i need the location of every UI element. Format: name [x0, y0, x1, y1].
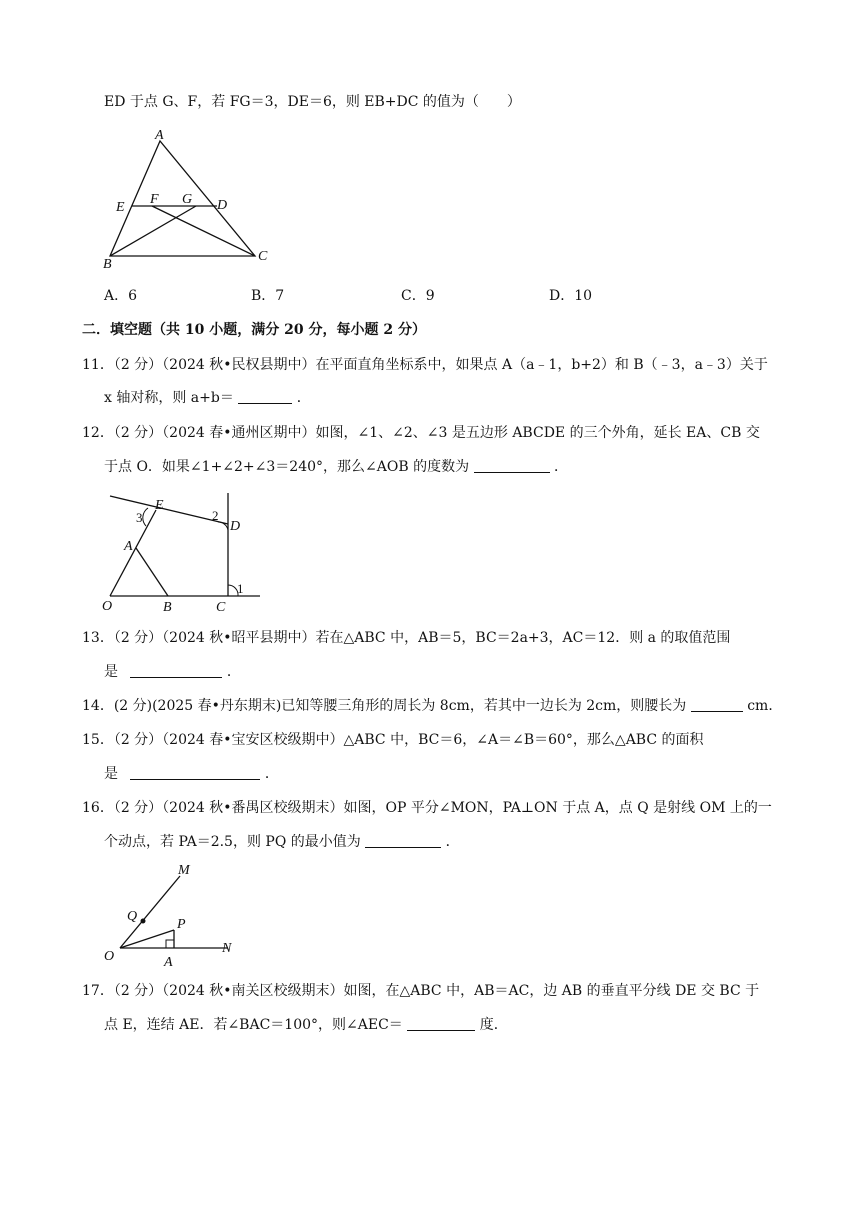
q16-figure: [100, 860, 250, 970]
q16-label-o: O: [104, 949, 115, 964]
q16-label-q: Q: [127, 909, 138, 924]
q10-label-b: B: [103, 257, 112, 272]
q12-label-b: B: [163, 600, 172, 615]
q10-label-g: G: [182, 192, 193, 207]
q16-line1: 16．（2 分）（2024 秋•番禺区校级期末）如图，OP 平分∠MON，PA⊥ON 于点 A，点 Q 是射线 OM 上的一: [82, 800, 772, 816]
q17-line2-end: 度．: [479, 1017, 508, 1033]
q14-unit: cm．: [747, 698, 783, 714]
q10-stem: ED 于点 G、F，若 FG＝3，DE＝6，则 EB+DC 的值为（ ）: [104, 94, 521, 110]
q16-line2-end: ．: [445, 834, 460, 850]
q11-line2-text: x 轴对称，则 a+b＝: [104, 390, 234, 406]
q11-line2-end: ．: [296, 390, 311, 406]
q15-line2-text: 是: [104, 766, 118, 782]
q12-answer-blank[interactable]: [474, 458, 550, 473]
q12-label-c: C: [216, 600, 226, 615]
q11-line1: 11．（2 分）（2024 秋•民权县期中）在平面直角坐标系中，如果点 A（a﹣1，b+2）和 B（﹣3，a﹣3）关于: [82, 357, 768, 373]
section-heading: 二．填空题（共 10 小题，满分 20 分，每小题 2 分）: [82, 322, 426, 338]
q13-line2: [104, 662, 241, 682]
q10-label-f: F: [150, 192, 159, 207]
q10-option-a[interactable]: A．6: [104, 288, 138, 304]
q14-answer-blank[interactable]: [691, 697, 743, 712]
q10-label-e: E: [116, 200, 125, 215]
q12-line2: [104, 457, 568, 477]
q16-answer-blank[interactable]: [365, 833, 441, 848]
q16-line2: [104, 832, 460, 852]
q12-line2-text: 于点 O．如果∠1+∠2+∠3＝240°，那么∠AOB 的度数为: [104, 459, 470, 475]
q10-option-b[interactable]: B．7: [251, 288, 285, 304]
q16-label-m: M: [178, 863, 190, 878]
q17-line2: [104, 1015, 508, 1035]
q12-line1: 12．（2 分）（2024 春•通州区期中）如图，∠1、∠2、∠3 是五边形 ABCDE 的三个外角，延长 EA、CB 交: [82, 425, 760, 441]
q11-line2: [104, 388, 311, 408]
q10-label-d: D: [217, 198, 228, 213]
q12-label-d: D: [230, 519, 241, 534]
q16-label-a: A: [164, 955, 173, 970]
q12-figure: [100, 488, 270, 618]
q16-label-p: P: [177, 917, 186, 932]
q12-label-3: 3: [136, 510, 143, 525]
q10-label-a: A: [155, 128, 164, 143]
q12-label-2: 2: [212, 508, 219, 523]
q17-line2-text: 点 E，连结 AE．若∠BAC＝100°，则∠AEC＝: [104, 1017, 403, 1033]
q12-label-a: A: [124, 539, 133, 554]
q16-line2-text: 个动点，若 PA＝2.5，则 PQ 的最小值为: [104, 834, 361, 850]
q12-label-1: 1: [237, 581, 244, 596]
q13-answer-blank[interactable]: [130, 663, 222, 678]
q11-answer-blank[interactable]: [238, 389, 292, 404]
q10-label-c: C: [258, 249, 268, 264]
q15-line2-end: ．: [264, 766, 279, 782]
q14-text: 14．(2 分)(2025 春•丹东期末)已知等腰三角形的周长为 8cm，若其中一边长为 2cm，则腰长为: [82, 698, 687, 714]
q12-label-o: O: [102, 599, 113, 614]
q14-line1: [82, 696, 782, 716]
q13-line2-end: ．: [226, 664, 241, 680]
q12-label-e: E: [155, 498, 164, 513]
q10-option-d[interactable]: D．10: [549, 288, 593, 304]
q15-answer-blank[interactable]: [130, 765, 260, 780]
q16-label-n: N: [222, 941, 232, 956]
q15-line1: 15．（2 分）（2024 春•宝安区校级期中）△ABC 中，BC＝6，∠A＝∠B＝60°，那么△ABC 的面积: [82, 732, 704, 748]
q17-answer-blank[interactable]: [407, 1016, 475, 1031]
q15-line2: [104, 764, 279, 784]
q12-line2-end: ．: [554, 459, 568, 475]
q17-line1: 17．（2 分）（2024 秋•南关区校级期末）如图，在△ABC 中，AB＝AC，边 AB 的垂直平分线 DE 交 BC 于: [82, 983, 760, 999]
q10-option-c[interactable]: C．9: [401, 288, 435, 304]
q13-line1: 13．（2 分）（2024 秋•昭平县期中）若在△ABC 中，AB＝5，BC＝2a+3，AC＝12．则 a 的取值范围: [82, 630, 731, 646]
q13-line2-text: 是: [104, 664, 118, 680]
q10-figure: [100, 125, 280, 270]
